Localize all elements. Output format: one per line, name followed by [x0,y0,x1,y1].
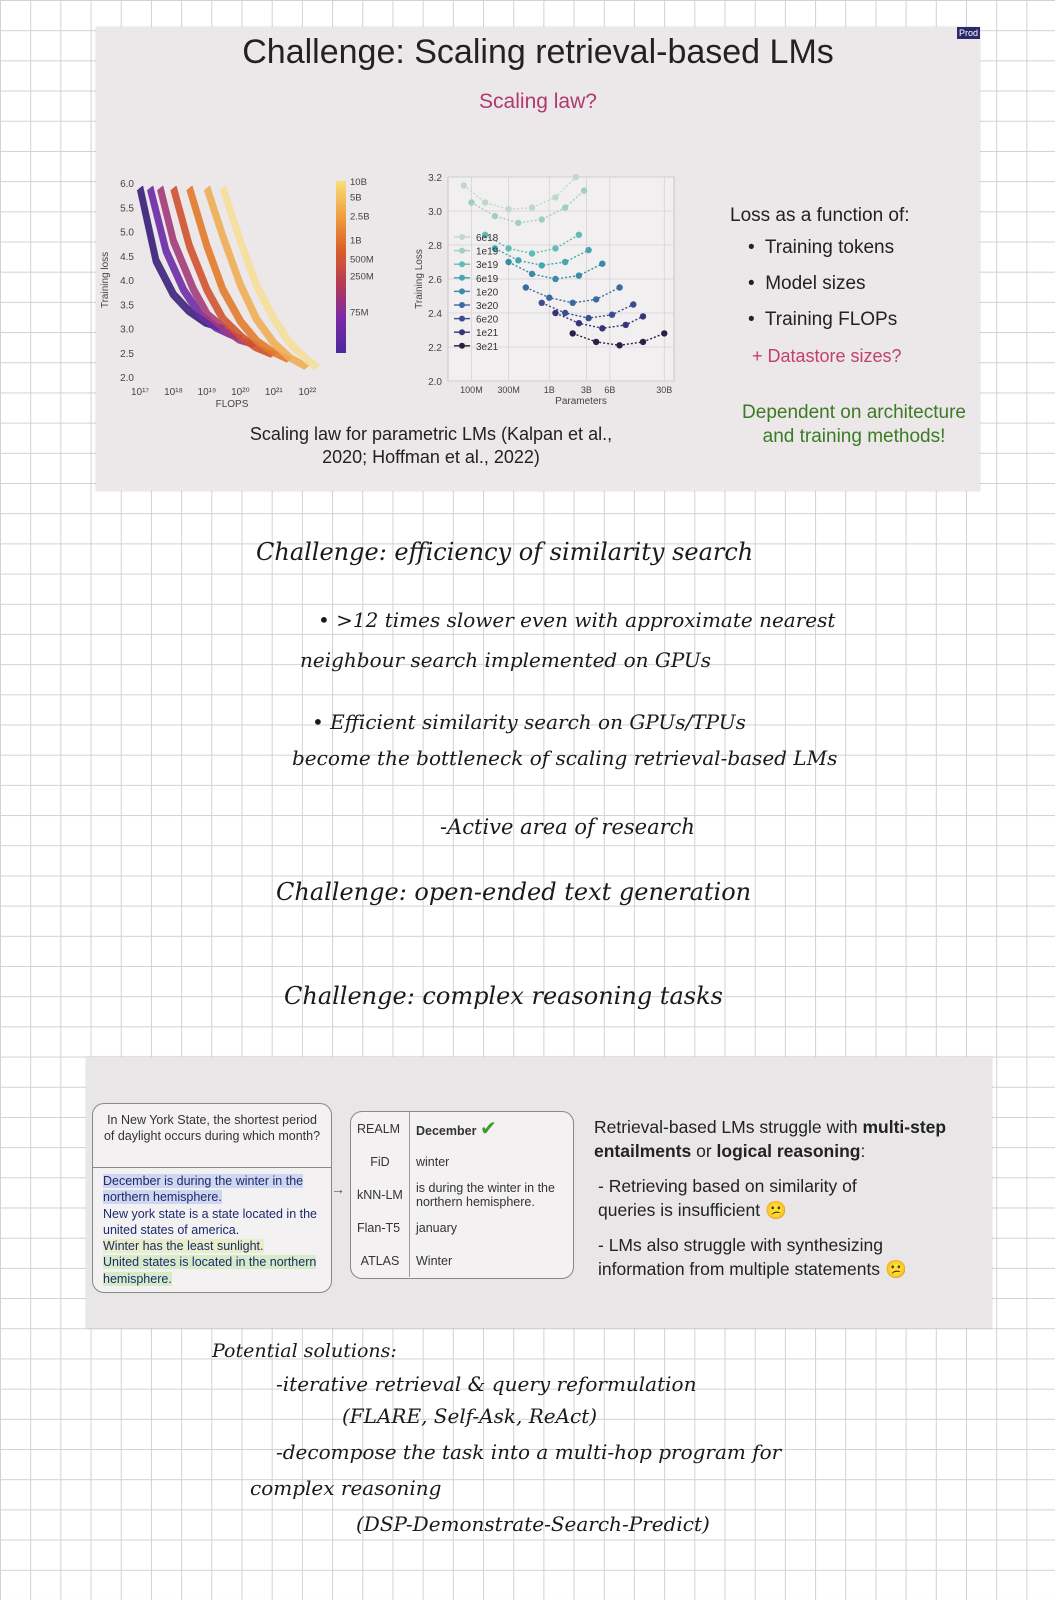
note-active-research: -Active area of research [440,815,695,839]
note-bullet-1a: • >12 times slower even with approximate nearest [318,608,836,632]
colorbar-label: 250M [350,271,374,283]
legend-label: 6e20 [476,314,499,326]
challenge-efficiency: Challenge: efficiency of similarity search [256,538,754,566]
point-similarity [598,1174,918,1222]
data-point [492,213,498,219]
slide-title: Challenge: Scaling retrieval-based LMs [242,33,834,71]
bullet-dot: • [748,237,755,258]
x-tick-label: 6B [604,385,616,395]
confused-emoji-icon: 😕 [884,1259,907,1279]
data-point [482,199,488,205]
bullet-dot: • [748,273,755,294]
bullet-text: Training FLOPs [764,309,898,330]
y-tick-label: 2.5 [120,348,134,360]
y-tick-label: 5.0 [120,227,134,239]
x-tick-label: 300M [497,385,520,395]
data-point [570,330,576,336]
context-line: New york state is a state located in the united states of america. [103,1206,317,1237]
x-tick-label: 10¹⁹ [197,387,217,398]
point-text: - LMs also struggle with synthesizing information from multiple statements [598,1235,883,1279]
legend-label: 6e19 [476,273,499,285]
confused-emoji-icon: 😕 [765,1200,787,1220]
data-point [529,250,535,256]
y-tick-label: 2.0 [428,377,442,388]
params-loss-chart [412,167,712,407]
y-tick-label: 2.4 [428,309,442,320]
legend-swatch-marker [459,302,465,308]
colorbar-label: 500M [350,254,374,266]
solution-item-2b: complex reasoning [250,1476,442,1500]
data-point [505,259,511,265]
data-point [562,204,568,210]
data-point [529,271,535,277]
legend-label: 6e18 [476,233,499,244]
solutions-heading: Potential solutions: [212,1340,397,1362]
model-answer: january [416,1220,457,1235]
data-point [599,261,605,267]
x-tick-label: 10¹⁷ [130,387,150,398]
data-point [593,296,599,302]
bullet-training-tokens [748,237,894,259]
y-tick-label: 5.5 [120,203,134,215]
legend-label: 3e19 [476,260,499,272]
data-point [599,325,605,331]
answers-table [351,1112,573,1277]
struggle-mid: or [691,1141,717,1161]
x-tick-label: 10²⁰ [231,387,250,398]
legend-swatch-marker [459,275,465,281]
reasoning-example-slide [86,1057,992,1328]
colorbar-label: 5B [350,192,362,204]
data-point [581,187,587,193]
data-point [505,245,511,251]
colorbar [336,181,346,353]
data-point [570,300,576,306]
data-point [505,206,511,212]
data-point [552,194,558,200]
colorbar-label: 75M [350,307,369,319]
loss-function-heading: Loss as a function of: [730,205,910,226]
struggle-pre: Retrieval-based LMs struggle with [594,1117,863,1137]
note-bullet-2a: • Efficient similarity search on GPUs/TPUs [312,710,746,734]
y-tick-label: 3.0 [428,207,442,218]
data-point [585,315,591,321]
challenge-reasoning: Challenge: complex reasoning tasks [284,982,723,1010]
legend-label: 3e21 [476,341,499,353]
table-row [351,1244,573,1277]
corner-tag: Prod [958,28,978,38]
y-tick-label: 4.5 [120,251,134,263]
data-point [562,259,568,265]
context-line: December is during the winter in the northern hemisphere. [103,1174,304,1205]
data-point [573,174,579,180]
point-text: - Retrieving based on similarity of queries is insufficient [598,1176,857,1220]
x-tick-label: 10²¹ [264,387,283,398]
data-point [630,301,636,307]
context-passages [93,1168,331,1292]
table-row [351,1145,573,1178]
model-name: FiD [351,1145,410,1178]
x-tick-label: 100M [460,385,483,395]
colorbar-label: 10B [350,177,367,188]
solution-item-1: -iterative retrieval & query reformulation [276,1372,697,1396]
colorbar-label: 2.5B [350,211,370,223]
data-point [539,300,545,306]
data-point [661,330,667,336]
data-point [640,313,646,319]
legend-swatch-marker [459,343,465,349]
context-line: Winter has the least sunlight. [103,1239,264,1254]
data-point [552,245,558,251]
data-point [616,284,622,290]
legend-swatch-marker [459,261,465,267]
model-answer: December [416,1124,477,1138]
legend-swatch-marker [459,234,465,240]
scaling-law-slide [96,27,980,491]
data-point [552,276,558,282]
model-name: ATLAS [351,1244,410,1277]
bullet-text: Training tokens [764,237,895,258]
legend-label: 3e20 [476,301,499,312]
chart-caption: Scaling law for parametric LMs (Kalpan et al., 2020; Hoffman et al., 2022) [249,424,613,467]
data-point [640,339,646,345]
solution-item-2a: -decompose the task into a multi-hop program for [276,1440,782,1464]
data-point [515,257,521,263]
question-text: In New York State, the shortest period of daylight occurs during which month? [93,1104,331,1168]
bullet-training-flops [748,309,897,331]
x-tick-label: 3B [580,385,592,395]
legend-label: 1e19 [476,246,499,258]
checkmark-icon: ✔ [479,1118,497,1140]
data-point [515,220,521,226]
data-point [576,232,582,238]
y-tick-label: 3.0 [120,324,134,336]
x-tick-label: 1B [543,385,555,395]
x-tick-label: 30B [656,385,673,395]
struggle-statement [594,1115,972,1163]
struggle-post: : [860,1141,866,1161]
solution-item-2-example: (DSP-Demonstrate-Search-Predict) [356,1512,710,1536]
legend-label: 1e21 [476,328,499,340]
dependency-note: Dependent on architecture and training methods! [742,402,966,447]
slide-subtitle: Scaling law? [479,90,597,113]
data-point [576,320,582,326]
model-name: Flan-T5 [351,1211,410,1244]
data-point [546,295,552,301]
data-point [468,199,474,205]
arrow-icon: → [331,1181,345,1197]
model-answer: Winter [416,1253,453,1268]
legend-swatch-marker [459,329,465,335]
x-axis-label: FLOPS [215,399,249,407]
datastore-sizes-note: + Datastore sizes? [752,346,902,366]
colorbar-label: 1B [350,235,362,247]
data-point [539,216,545,222]
legend-swatch-marker [459,288,465,294]
y-tick-label: 3.5 [120,300,134,312]
note-bullet-2b: become the bottleneck of scaling retrieval-based LMs [292,746,838,770]
y-tick-label: 2.8 [428,241,442,252]
y-tick-label: 4.0 [120,276,134,287]
struggle-bold-2: logical reasoning [716,1141,861,1161]
y-tick-label: 2.0 [120,373,134,384]
bullet-model-sizes [748,273,866,295]
note-bullet-1b: neighbour search implemented on GPUs [300,648,712,672]
y-tick-label: 2.6 [428,275,442,286]
challenge-open-ended: Challenge: open-ended text generation [276,878,752,906]
x-axis-label: Parameters [555,396,607,407]
solution-item-1-examples: (FLARE, Self-Ask, ReAct) [342,1404,598,1428]
flops-loss-chart [96,167,406,407]
data-point [552,310,558,316]
struggle-bold-1: multi-step entailments [594,1117,947,1161]
data-point [461,182,467,188]
model-answer-cell [410,1112,574,1145]
context-line: United states is located in the northern hemisphere. [103,1255,317,1286]
table-row [351,1112,573,1145]
x-tick-label: 10²² [298,387,317,398]
y-tick-label: 6.0 [120,179,134,190]
legend-label: 1e20 [476,287,499,299]
data-point [585,247,591,253]
model-answer: winter [416,1154,450,1169]
y-tick-label: 2.2 [428,343,442,354]
bullet-dot: • [748,309,755,330]
legend-swatch-marker [459,248,465,254]
y-axis-label: Training loss [100,251,111,309]
question-context-box [92,1103,332,1293]
data-point [609,312,615,318]
model-answers-table [350,1111,574,1279]
data-point [523,284,529,290]
model-name: kNN-LM [351,1178,410,1211]
data-point [562,310,568,316]
bullet-text: Model sizes [765,273,866,294]
data-point [623,322,629,328]
model-answer: is during the winter in the northern hemisphere. [416,1180,555,1209]
data-point [616,342,622,348]
y-tick-label: 3.2 [428,173,442,184]
table-row [351,1178,573,1211]
data-point [593,339,599,345]
data-point [539,262,545,268]
y-axis-label: Training Loss [414,249,425,309]
model-name: REALM [351,1112,410,1145]
data-point [529,204,535,210]
table-row [351,1211,573,1244]
data-point [576,272,582,278]
x-tick-label: 10¹⁸ [164,387,183,398]
point-synthesizing [598,1233,948,1281]
legend-swatch-marker [459,316,465,322]
